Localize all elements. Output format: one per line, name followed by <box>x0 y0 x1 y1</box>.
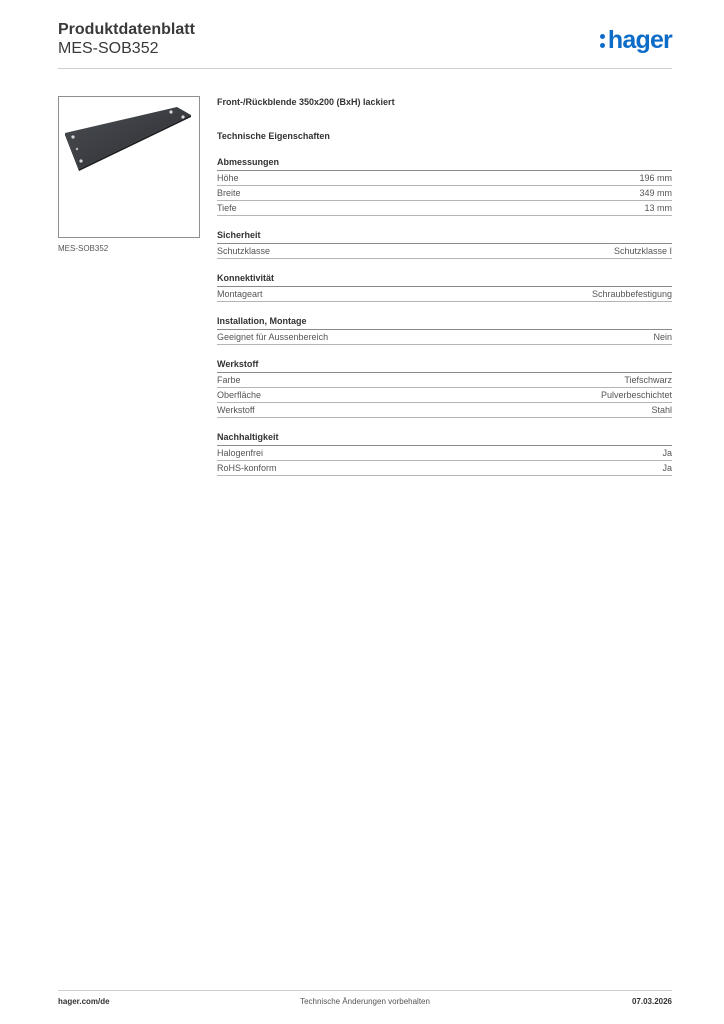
product-image <box>58 96 200 238</box>
section-werkstoff <box>217 358 672 418</box>
product-details <box>217 96 672 476</box>
page-header <box>58 20 672 68</box>
property-label: Werkstoff <box>217 405 255 415</box>
section-abmessungen <box>217 156 672 216</box>
section-title: Installation, Montage <box>217 315 672 330</box>
product-number: MES-SOB352 <box>58 40 159 57</box>
property-row <box>217 201 672 216</box>
property-label: Tiefe <box>217 203 237 213</box>
property-value: Tiefschwarz <box>624 375 672 385</box>
property-row <box>217 373 672 388</box>
property-row <box>217 287 672 302</box>
image-caption: MES-SOB352 <box>58 244 109 253</box>
section-title: Abmessungen <box>217 156 672 171</box>
page-footer <box>58 997 672 1009</box>
property-row <box>217 171 672 186</box>
logo-text: hager <box>607 26 672 54</box>
footer-notice: Technische Änderungen vorbehalten <box>300 997 430 1006</box>
property-label: Höhe <box>217 173 239 183</box>
header-divider <box>58 68 672 69</box>
property-row <box>217 244 672 259</box>
property-row <box>217 461 672 476</box>
property-label: Geeignet für Aussenbereich <box>217 332 329 342</box>
property-value: 13 mm <box>644 203 672 213</box>
property-value: 196 mm <box>639 173 672 183</box>
section-title: Nachhaltigkeit <box>217 431 672 446</box>
property-row <box>217 186 672 201</box>
property-value: Stahl <box>651 405 672 415</box>
property-value: Ja <box>662 448 672 458</box>
logo-colon-icon <box>600 32 606 54</box>
property-value: Pulverbeschichtet <box>600 390 672 400</box>
section-konnektivit-t <box>217 272 672 302</box>
property-label: Schutzklasse <box>217 246 271 256</box>
property-row <box>217 403 672 418</box>
section-title: Werkstoff <box>217 358 672 373</box>
property-row <box>217 388 672 403</box>
property-sections <box>217 156 672 476</box>
hager-logo <box>600 26 672 56</box>
footer-website: hager.com/de <box>58 997 110 1006</box>
section-nachhaltigkeit <box>217 431 672 476</box>
property-label: Farbe <box>217 375 241 385</box>
front-panel-icon <box>59 97 199 237</box>
product-description: Front-/Rückblende 350x200 (BxH) lackiert <box>217 97 395 107</box>
property-value: Schraubbefestigung <box>591 289 672 299</box>
footer-divider <box>58 990 672 991</box>
section-title: Konnektivität <box>217 272 672 287</box>
section-installation-montage <box>217 315 672 345</box>
property-value: Ja <box>662 463 672 473</box>
property-label: Oberfläche <box>217 390 262 400</box>
property-row <box>217 446 672 461</box>
footer-date: 07.03.2026 <box>631 997 672 1006</box>
property-value: 349 mm <box>639 188 672 198</box>
section-title: Sicherheit <box>217 229 672 244</box>
property-row <box>217 330 672 345</box>
property-value: Schutzklasse I <box>613 246 672 256</box>
property-label: Montageart <box>217 289 263 299</box>
properties-heading: Technische Eigenschaften <box>217 131 330 141</box>
section-sicherheit <box>217 229 672 259</box>
property-label: RoHS-konform <box>217 463 277 473</box>
document-title: Produktdatenblatt <box>58 21 195 38</box>
property-value: Nein <box>653 332 672 342</box>
property-label: Breite <box>217 188 241 198</box>
property-label: Halogenfrei <box>217 448 264 458</box>
